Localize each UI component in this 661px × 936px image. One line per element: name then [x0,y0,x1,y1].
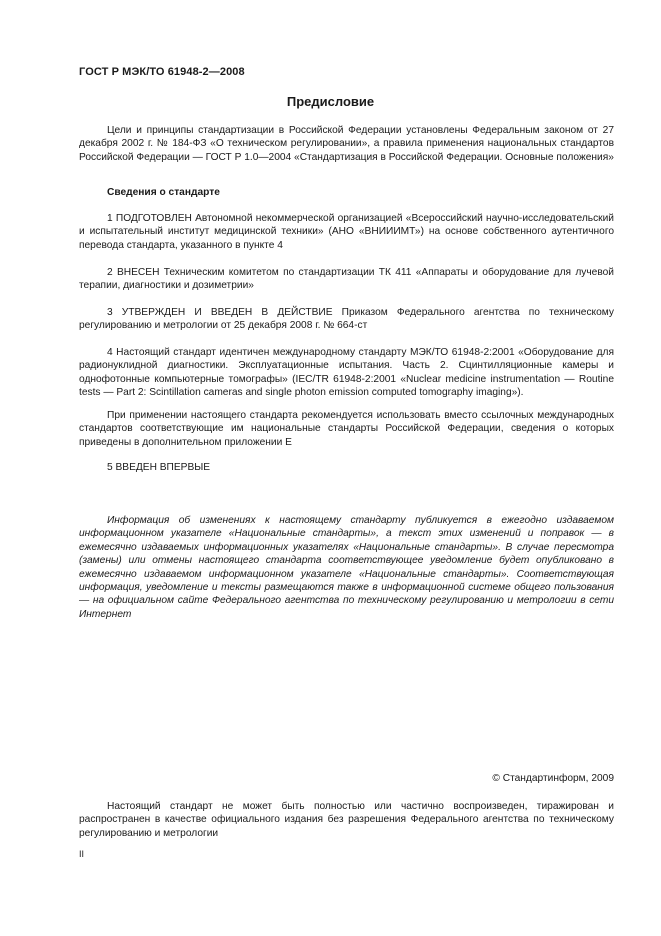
changes-notice: Информация об изменениях к настоящему стандарту публикуется в ежегодно издаваемом информационном указателе «Национальные стандарты», а текст этих изменений и поправок — в ежемесячно издаваемых информационных указателях «Национальные стандарты». В случае пересмотра (замены) или отмены настоящего стандарта соответствующее уведомление будет опубликовано в ежемесячно издаваемом информационном указателе «Национальные стандарты». Соответствующая информация, уведомление и тексты размещаются также в информационной системе общего пользования — на официальном сайте Федерального агентства по техническому регулированию и метрологии в сети Интернет [79,515,614,620]
item-5: 5 ВВЕДЕН ВПЕРВЫЕ [107,462,211,473]
item-2: 2 ВНЕСЕН Техническим комитетом по стандартизации ТК 411 «Аппараты и оборудование для лучевой терапии, диагностики и дозиметрии» [79,267,614,292]
document-header: ГОСТ Р МЭК/ТО 61948-2—2008 [79,66,245,78]
item-3: 3 УТВЕРЖДЕН И ВВЕДЕН В ДЕЙСТВИЕ Приказом Федерального агентства по техническому регулированию и метрологии от 25 декабря 2008 г. № 664-ст [79,307,614,332]
item-4: 4 Настоящий стандарт идентичен международному стандарту МЭК/ТО 61948-2:2001 «Оборудование для радионуклидной диагностики. Эксплуатационные испытания. Часть 2. Сцинтилляционные камеры и однофотонные компьютерные томографы» (IEC/TR 61948-2:2001 «Nuclear medicine instrumentation — Routine tests — Part 2: Scintillation cameras and single photon emission computed tomography imaging»). [79,347,614,399]
item-4-note: При применении настоящего стандарта рекомендуется использовать вместо ссылочных международных стандартов соответствующие им национальные стандарты Российской Федерации, сведения о которых приведены в дополнительном приложении Е [79,410,614,448]
item-1: 1 ПОДГОТОВЛЕН Автономной некоммерческой организацией «Всероссийский научно-исследовательский и испытательный институт медицинской техники» (АНО «ВНИИИМТ») на основе собственного аутентичного перевода стандарта, указанного в пункте 4 [79,213,614,251]
section-heading: Сведения о стандарте [107,187,220,198]
intro-paragraph: Цели и принципы стандартизации в Российской Федерации установлены Федеральным законом от 27 декабря 2002 г. № 184-ФЗ «О техническом регулировании», а правила применения национальных стандартов Российской Федерации — ГОСТ Р 1.0—2004 «Стандартизация в Российской Федерации. Основные положения» [79,125,614,163]
reproduction-notice: Настоящий стандарт не может быть полностью или частично воспроизведен, тиражирован и распространен в качестве официального издания без разрешения Федерального агентства по техническому регулированию и метрологии [79,801,614,839]
page-title: Предисловие [286,94,375,109]
page-number: II [79,849,85,859]
copyright-line: © Стандартинформ, 2009 [492,773,614,784]
